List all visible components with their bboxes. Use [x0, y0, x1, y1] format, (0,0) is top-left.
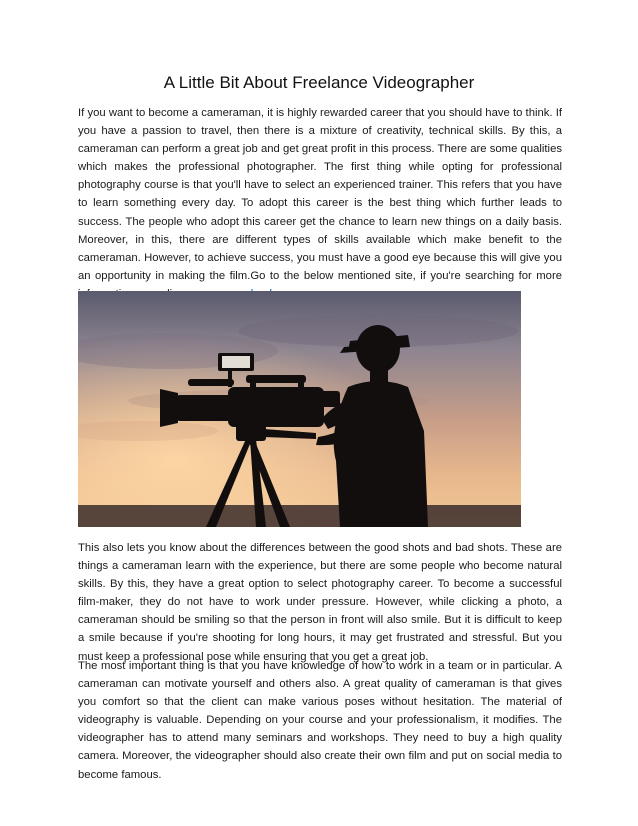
document-title: A Little Bit About Freelance Videographer: [163, 73, 475, 92]
paragraph-teamwork: The most important thing is that you have knowledge of how to work in a team or in particular. A cameraman can motivate yourself and others also. A great quality of cameraman is that gives you comfort so that the client can make various poses without hesitation. The material of videography is valuable. Depending on your course and your professionalism, it modifies. The videographer has to attend many seminars and workshops. They need to buy a high quality camera. Moreover, the videographer should also create their own film and put on social media to become famous.: [78, 660, 562, 781]
paragraph-intro: [78, 104, 562, 303]
paragraph-skills: This also lets you know about the differences between the good shots and bad shots. These are things a cameraman learn with the experience, but there are some people who become natural skills. By this, they have a great option to select photography career. To become a successful film-maker, they do not have to work under pressure. However, while clicking a photo, a cameraman should be smiling so that the person in front will also smile. But it is difficult to keep a smile because if you're shooting for long hours, it may get frustrated and stressful. But you must keep a professional pose while ensuring that you get a great job.: [78, 542, 562, 663]
cameraman-silhouette-image: [78, 291, 521, 527]
paragraph-intro-text: If you want to become a cameraman, it is highly rewarded career that you should have to think. If you have a passion to travel, then there is a mixture of creativity, technical skills. By this, a cameraman can perform a great job and get great profit in this process. There are some qualities which makes the professional photographer. The first thing while opting for professional photography course is that you'll have to select an experienced trainer. This refers that you have to learn something every day. To adopt this career is the best thing which further leads to success. The people who adopt this career get the chance to learn new things on a daily basis. Moreover, in this, there are different types of skills available which make benefit to the cameraman. However, to achieve success, you must have a good eye because this will give you an opportunity in making the film.Go to the below mentioned site, if you're searching for more: [78, 107, 562, 282]
cameraman-silhouette-photo: [78, 291, 521, 527]
